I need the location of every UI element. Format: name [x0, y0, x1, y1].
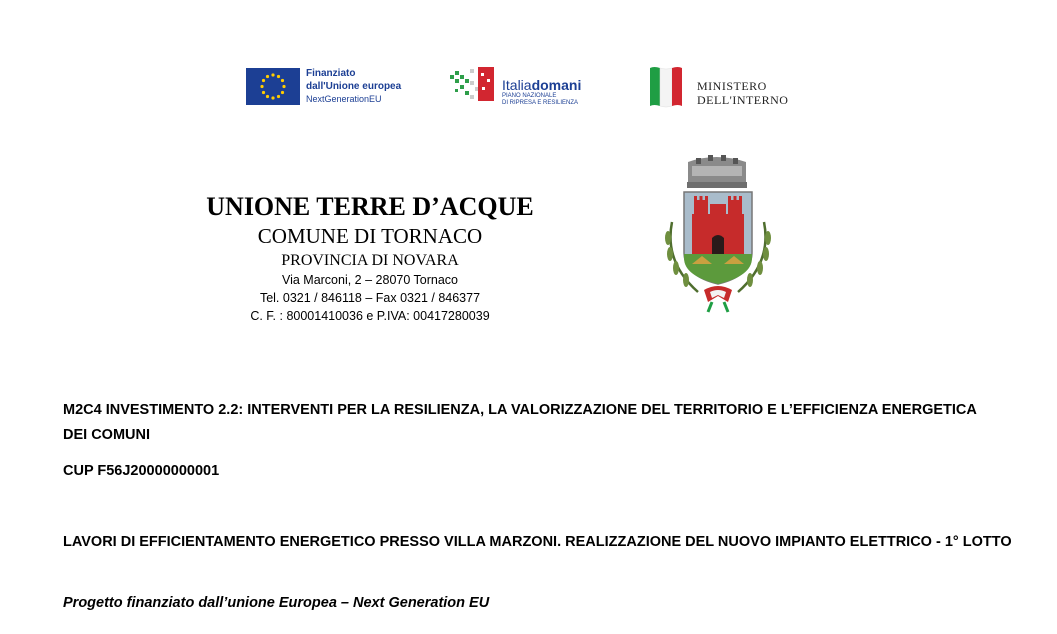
works-title: LAVORI DI EFFICIENTAMENTO ENERGETICO PRESSO VILLA MARZONI. REALIZZAZIONE DEL NUOVO IMPIANTO ELETTRICO - 1° LOTTO [63, 534, 1012, 550]
cup-code: CUP F56J20000000001 [63, 463, 220, 479]
municipal-crest-icon [658, 152, 778, 314]
union-title: UNIONE TERRE D’ACQUE [206, 192, 534, 221]
tax-code-line: C. F. : 80001410036 e P.IVA: 00417280039 [250, 309, 490, 323]
eu-line-3: NextGenerationEU [306, 94, 382, 104]
eu-line-1: Finanziato [306, 68, 356, 79]
ministero-line-1: MINISTERO [697, 79, 767, 93]
italiadomani-mark-icon [448, 65, 498, 107]
ministero-logo [648, 64, 808, 110]
italiadomani-sub-1: PIANO NAZIONALE [502, 93, 557, 99]
eu-line-2: dall'Unione europea [306, 81, 402, 92]
italiadomani-title-a: Italia [502, 77, 532, 93]
phone-line: Tel. 0321 / 846118 – Fax 0321 / 846377 [259, 291, 481, 305]
italiadomani-logo [448, 65, 598, 107]
italiadomani-sub-2: DI RIPRESA E RESILIENZA [502, 100, 579, 106]
funding-note: Progetto finanziato dall’unione Europea – Next Generation EU [63, 595, 490, 611]
address-line: Via Marconi, 2 – 28070 Tornaco [281, 273, 459, 287]
comune-title: COMUNE DI TORNACO [257, 224, 483, 248]
eu-funding-logo [246, 67, 416, 107]
mission-heading: M2C4 INVESTIMENTO 2.2: INTERVENTI PER LA RESILIENZA, LA VALORIZZAZIONE DEL TERRITORIO E L’EFFICIENZA ENERGETICA DEI COMUNI [63, 402, 977, 443]
italiadomani-title-b: domani [531, 77, 582, 93]
provincia-title: PROVINCIA DI NOVARA [281, 252, 459, 269]
ministero-line-2: DELL'INTERNO [697, 93, 789, 107]
eu-flag-icon [246, 68, 300, 105]
italian-flag-icon [648, 64, 684, 108]
italiadomani-title [502, 77, 581, 93]
